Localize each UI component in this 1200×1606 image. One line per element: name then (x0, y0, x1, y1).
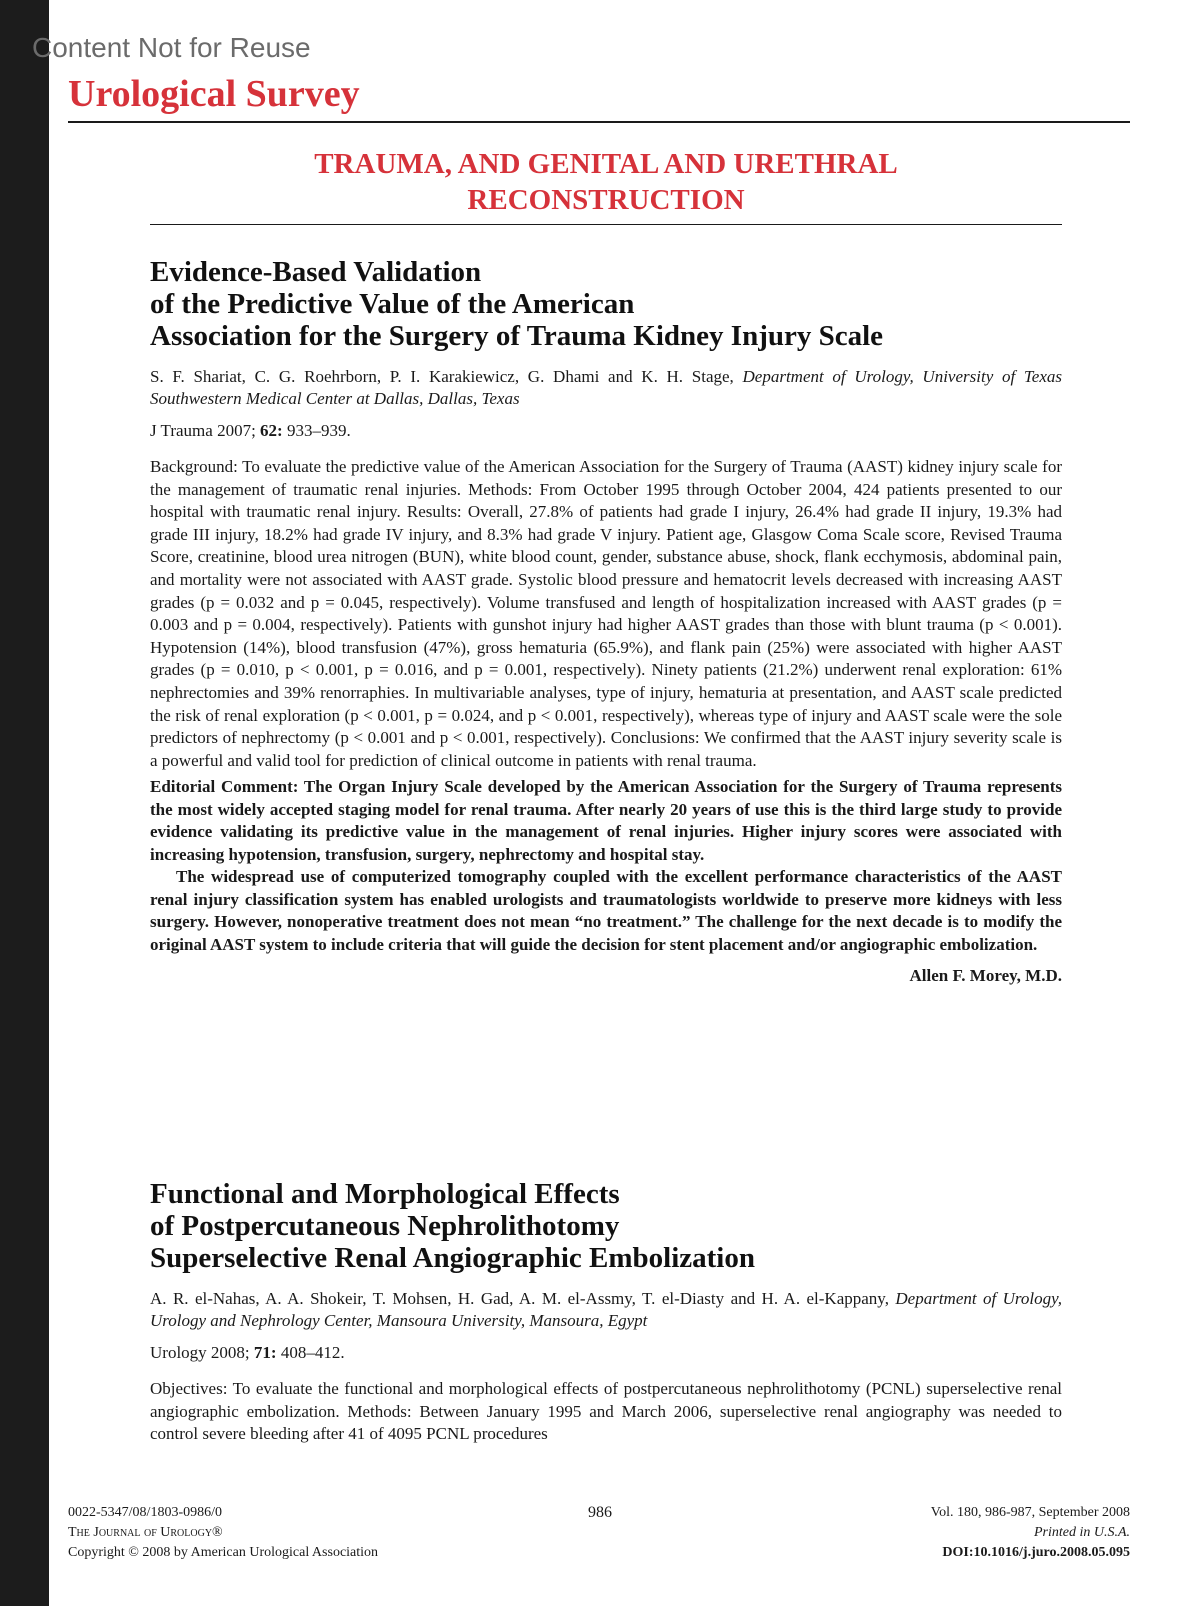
top-rule (68, 121, 1130, 123)
section-title-line: TRAUMA, AND GENITAL AND URETHRAL (314, 148, 898, 180)
citation-volume: 71: (253, 1343, 277, 1362)
footer-volume: Vol. 180, 986-987, September 2008 (930, 1505, 1130, 1520)
citation-journal: J Trauma 2007; (150, 421, 256, 440)
citation-volume: 62: (260, 421, 283, 440)
footer-journal: The Journal of Urology® (68, 1525, 223, 1540)
footer-doi: DOI:10.1016/j.juro.2008.05.095 (942, 1545, 1130, 1560)
article-abstract: Background: To evaluate the predictive value of the American Association for the Surgery of Trauma (AAST) kidney injury scale for the management of traumatic renal injuries. Methods: From October 1995 through October 2004, 424 patients presented to our hospital with traumatic renal injury. Results: Overall, 27.8% of patients had grade I injury, 26.4% had grade II injury, 19.3% had grade III injury, 18.2% had grade IV injury, and 8.3% had grade V injury. Patient age, Glasgow Coma Scale score, Revised Trauma Score, creatinine, blood urea nitrogen (BUN), white blood count, gender, substance abuse, shock, flank ecchymosis, abdominal pain, and mortality were not associated with AAST grade. Systolic blood pressure and hematocrit levels decreased with increasing AAST grades (p = 0.032 and p = 0.045, respectively). Volume transfused and length of hospitalization increased with AAST grades (p = 0.003 and p = 0.004, respectively). Patients with gunshot injury had higher AAST grades than those with blunt trauma (p < 0.001). Hypotension (14%), blood transfusion (47%), gross hematuria (65.9%), and flank pain (25%) were associated with higher AAST grades (p = 0.010, p < 0.001, p = 0.016, and p = 0.001, respectively). Ninety patients (21.2%) underwent renal exploration: 61% nephrectomies and 39% renorraphies. In multivariable analyses, type of injury, hematuria at presentation, and AAST scale predicted the risk of renal exploration (p < 0.001, p = 0.024, and p < 0.001, respectively), whereas type of injury and AAST scale were the sole predictors of nephrectomy (p < 0.001 and p < 0.001, respectively). Conclusions: We confirmed that the AAST injury severity scale is a powerful and valid tool for prediction of clinical outcome in patients with renal trauma. (150, 457, 1062, 770)
footer-printed: Printed in U.S.A. (1033, 1525, 1130, 1540)
section-title (150, 146, 1062, 218)
citation-pages: 933–939. (286, 421, 351, 440)
author-list: A. R. el-Nahas, A. A. Shokeir, T. Mohsen, H. Gad, A. M. el-Assmy, T. el-Diasty and H. A. el-Kappany, (150, 1289, 889, 1308)
author-list: S. F. Shariat, C. G. Roehrborn, P. I. Karakiewicz, G. Dhami and K. H. Stage, (150, 367, 734, 386)
article-citation (150, 420, 1062, 442)
article-authors (150, 366, 1062, 410)
editorial-comment: Editorial Comment: The Organ Injury Scale developed by the American Association for the Surgery of Trauma represents the most widely accepted staging model for renal trauma. After nearly 20 years of use this is the third large study to provide evidence validating its predictive value in the management of renal injuries. Higher injury scores were associated with increasing hypotension, transfusion, surgery, nephrectomy and hospital stay. (150, 777, 1062, 864)
article-title (150, 1178, 1062, 1274)
article-abstract: Objectives: To evaluate the functional and morphological effects of postpercutaneous nephrolithotomy (PCNL) superselective renal angiographic embolization. Methods: Between January 1995 and March 2006, superselective renal angiography was needed to control severe bleeding after 41 of 4095 PCNL procedures (150, 1379, 1062, 1444)
section-rule (150, 224, 1062, 225)
article-1 (150, 256, 1062, 986)
left-margin-bar (0, 0, 49, 1606)
article-title-line: Superselective Renal Angiographic Embolization (150, 1242, 755, 1274)
author-affiliation: Department of Urology, Urology and Nephrology Center, Mansoura University, Mansoura, Egypt (150, 1289, 1062, 1330)
journal-section-title: Urological Survey (68, 73, 360, 115)
section-title-line: RECONSTRUCTION (467, 184, 745, 216)
article-authors (150, 1288, 1062, 1332)
page-number: 986 (588, 1504, 612, 1521)
author-affiliation: Department of Urology, University of Texas Southwestern Medical Center at Dallas, Dallas, Texas (150, 367, 1062, 408)
article-title-line: of the Predictive Value of the American (150, 288, 635, 320)
article-title-line: Functional and Morphological Effects (150, 1178, 620, 1210)
article-title-line: Association for the Surgery of Trauma Kidney Injury Scale (150, 320, 884, 352)
article-2 (150, 1178, 1062, 1446)
article-title-line: of Postpercutaneous Nephrolithotomy (150, 1210, 620, 1242)
footer-right (931, 1503, 1130, 1563)
editorial-signature: Allen F. Morey, M.D. (909, 966, 1062, 986)
article-title-line: Evidence-Based Validation (150, 256, 482, 288)
article-citation (150, 1342, 1062, 1364)
editorial-comment-continued: The widespread use of computerized tomography coupled with the excellent performance characteristics of the AAST renal injury classification system has enabled urologists and traumatologists worldwide to preserve more kidneys with less surgery. However, nonoperative treatment does not mean “no treatment.” The challenge for the next decade is to modify the original AAST system to include criteria that will guide the decision for stent placement and/or angiographic embolization. (150, 867, 1062, 954)
article-title (150, 256, 1062, 352)
citation-pages: 408–412. (280, 1343, 345, 1362)
citation-journal: Urology 2008; (150, 1343, 250, 1362)
footer-code: 0022-5347/08/1803-0986/0 (68, 1505, 222, 1520)
footer-left (68, 1503, 378, 1563)
footer-copyright: Copyright © 2008 by American Urological Association (68, 1545, 379, 1560)
watermark: Content Not for Reuse (32, 32, 311, 63)
